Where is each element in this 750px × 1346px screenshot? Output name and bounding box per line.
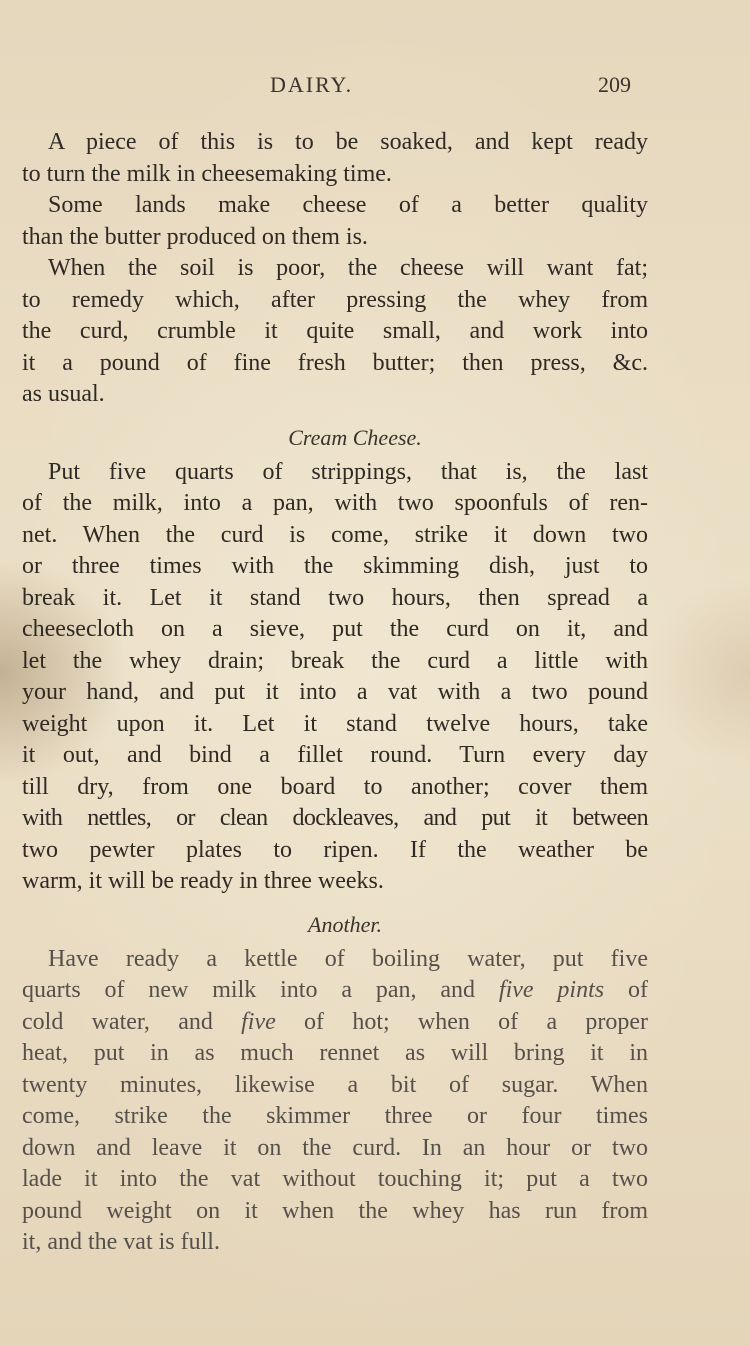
text-line: net. When the curd is come, strike it down two: [22, 521, 648, 548]
text-line: cheesecloth on a sieve, put the curd on it, and: [22, 616, 648, 642]
text-line: it, and the vat is full.: [22, 1229, 220, 1255]
running-title: DAIRY.: [270, 72, 354, 97]
page-number: 209: [598, 72, 631, 97]
text-line: warm, it will be ready in three weeks.: [22, 868, 384, 894]
text-line: A piece of this is to be soaked, and kept ready: [48, 129, 648, 155]
body-text: [22, 127, 648, 1259]
text-line: your hand, and put it into a vat with a two pound: [22, 679, 648, 705]
text-line: [22, 975, 648, 1007]
section-heading: Cream Cheese.: [288, 424, 422, 450]
text-line: the curd, crumble it quite small, and work into: [22, 318, 648, 344]
text-line: Some lands make cheese of a better quality: [48, 192, 648, 218]
text-line: break it. Let it stand two hours, then spread a: [22, 584, 648, 611]
text-line: till dry, from one board to another; cover them: [22, 773, 648, 800]
text-line: twenty minutes, likewise a bit of sugar. When: [22, 1071, 648, 1098]
running-head: [20, 72, 720, 104]
text-fragment: of hot; when of a proper: [275, 1008, 649, 1035]
text-line: lade it into the vat without touching it; put a two: [22, 1166, 648, 1192]
text-line: of the milk, into a pan, with two spoonfuls of ren-: [22, 490, 648, 516]
text-line: [22, 1007, 648, 1039]
text-line: it out, and bind a fillet round. Turn every day: [22, 742, 648, 768]
text-line: with nettles, or clean dockleaves, and put it between: [22, 805, 648, 831]
text-line: to turn the milk in cheesemaking time.: [22, 160, 392, 187]
text-line: When the soil is poor, the cheese will want fat;: [48, 255, 648, 281]
text-line: than the butter produced on them is.: [22, 223, 368, 250]
text-line: heat, put in as much rennet as will bring it in: [22, 1040, 648, 1066]
italic-fragment: five pints: [498, 977, 605, 1003]
text-line: Have ready a kettle of boiling water, put five: [48, 945, 648, 972]
text-line: down and leave it on the curd. In an hour or two: [22, 1134, 648, 1161]
text-fragment: of: [604, 977, 648, 1003]
text-line: let the whey drain; break the curd a little with: [22, 647, 648, 674]
text-line: Put five quarts of strippings, that is, the last: [48, 458, 648, 485]
text-line: to remedy which, after pressing the whey from: [22, 286, 648, 313]
text-line: come, strike the skimmer three or four times: [22, 1103, 648, 1129]
text-fragment: quarts of new milk into a pan, and: [22, 977, 499, 1003]
text-line: pound weight on it when the whey has run from: [22, 1197, 648, 1224]
text-line: as usual.: [22, 381, 105, 407]
text-line: weight upon it. Let it stand twelve hours, take: [22, 710, 648, 737]
italic-fragment: five: [241, 1008, 276, 1035]
text-fragment: cold water, and: [22, 1008, 242, 1035]
text-line: or three times with the skimming dish, just to: [22, 553, 648, 579]
section-heading: Another.: [308, 911, 382, 937]
text-line: it a pound of fine fresh butter; then press, &c.: [22, 349, 648, 376]
text-line: two pewter plates to ripen. If the weather be: [22, 836, 648, 863]
